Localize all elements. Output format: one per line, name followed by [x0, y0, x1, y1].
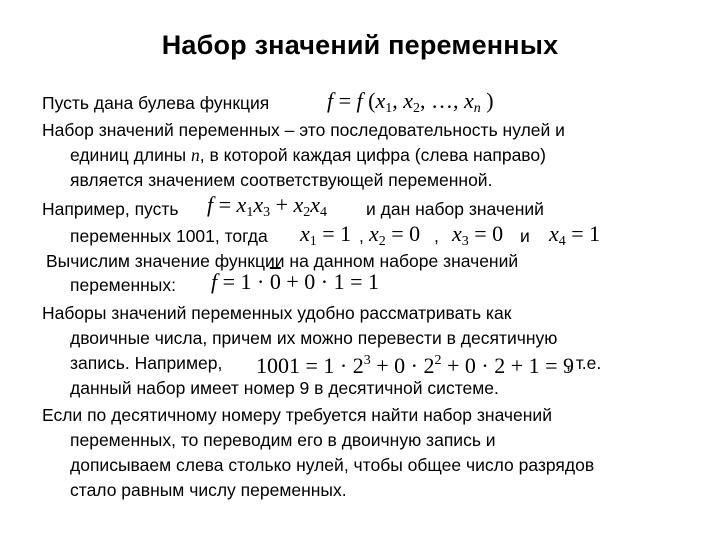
text-line-15: дописываем слева столько нулей, чтобы общее число разрядов [70, 455, 595, 475]
text-line-4: является значением соответствующей переменной. [70, 170, 493, 190]
text-line-16: стало равным числу переменных. [70, 480, 347, 500]
text-line-9: Наборы значений переменных удобно рассматривать как [42, 303, 512, 323]
text-line-1: Пусть дана булева функция [42, 93, 270, 113]
formula-x2: $x_2 = 0$ [369, 221, 421, 249]
text-line-11b: , т.е. [566, 353, 602, 373]
slide-title: Набор значений переменных [161, 30, 559, 60]
text-line-11a: запись. Например, [70, 353, 223, 373]
formula-x1: $x_1 = 1$ [300, 221, 352, 249]
text-line-6a: переменных 1001, тогда [70, 226, 268, 246]
text-line-5b: и дан набор значений [366, 199, 544, 219]
text-line-13: Если по десятичному номеру требуется найти набор значений [42, 405, 552, 425]
text-line-8: переменных: [70, 275, 176, 295]
text-line-10: двоичные числа, причем их можно перевести в десятичную [70, 328, 558, 348]
text-line-3: единиц длины n, в которой каждая цифра (слева направо) [70, 145, 546, 165]
formula-x4: $x_4 = 1$ [549, 221, 601, 249]
text-line-2: Набор значений переменных – это последовательность нулей и [42, 120, 565, 140]
text-comma-1: , [359, 226, 364, 246]
text-line-14: переменных, то переводим его в двоичную запись и [70, 430, 496, 450]
formula-function-definition: f = f ($x_1$, $x_2$, …, $x_n$ ) [327, 88, 494, 116]
formula-example-function: $f = x_1x_3 + x_2x_4$ [207, 192, 328, 220]
text-comma-2: , [434, 226, 439, 246]
formula-function-value: f = 1 · 0 + 0 · 1 = 1 [211, 269, 379, 294]
text-and: и [520, 226, 530, 246]
text-line-7: Вычислим значение функции на данном наборе значений [46, 251, 519, 271]
text-line-5a: Например, пусть [42, 199, 179, 219]
formula-binary-to-decimal: $1001 = 1 \cdot 2^3 + 0 \cdot 2^2 + 0 \cdot 2 + 1 = 9$ [256, 353, 575, 378]
text-line-12: данный набор имеет номер 9 в десятичной системе. [70, 378, 499, 398]
formula-x3: $x_3 = 0$ [452, 221, 504, 249]
